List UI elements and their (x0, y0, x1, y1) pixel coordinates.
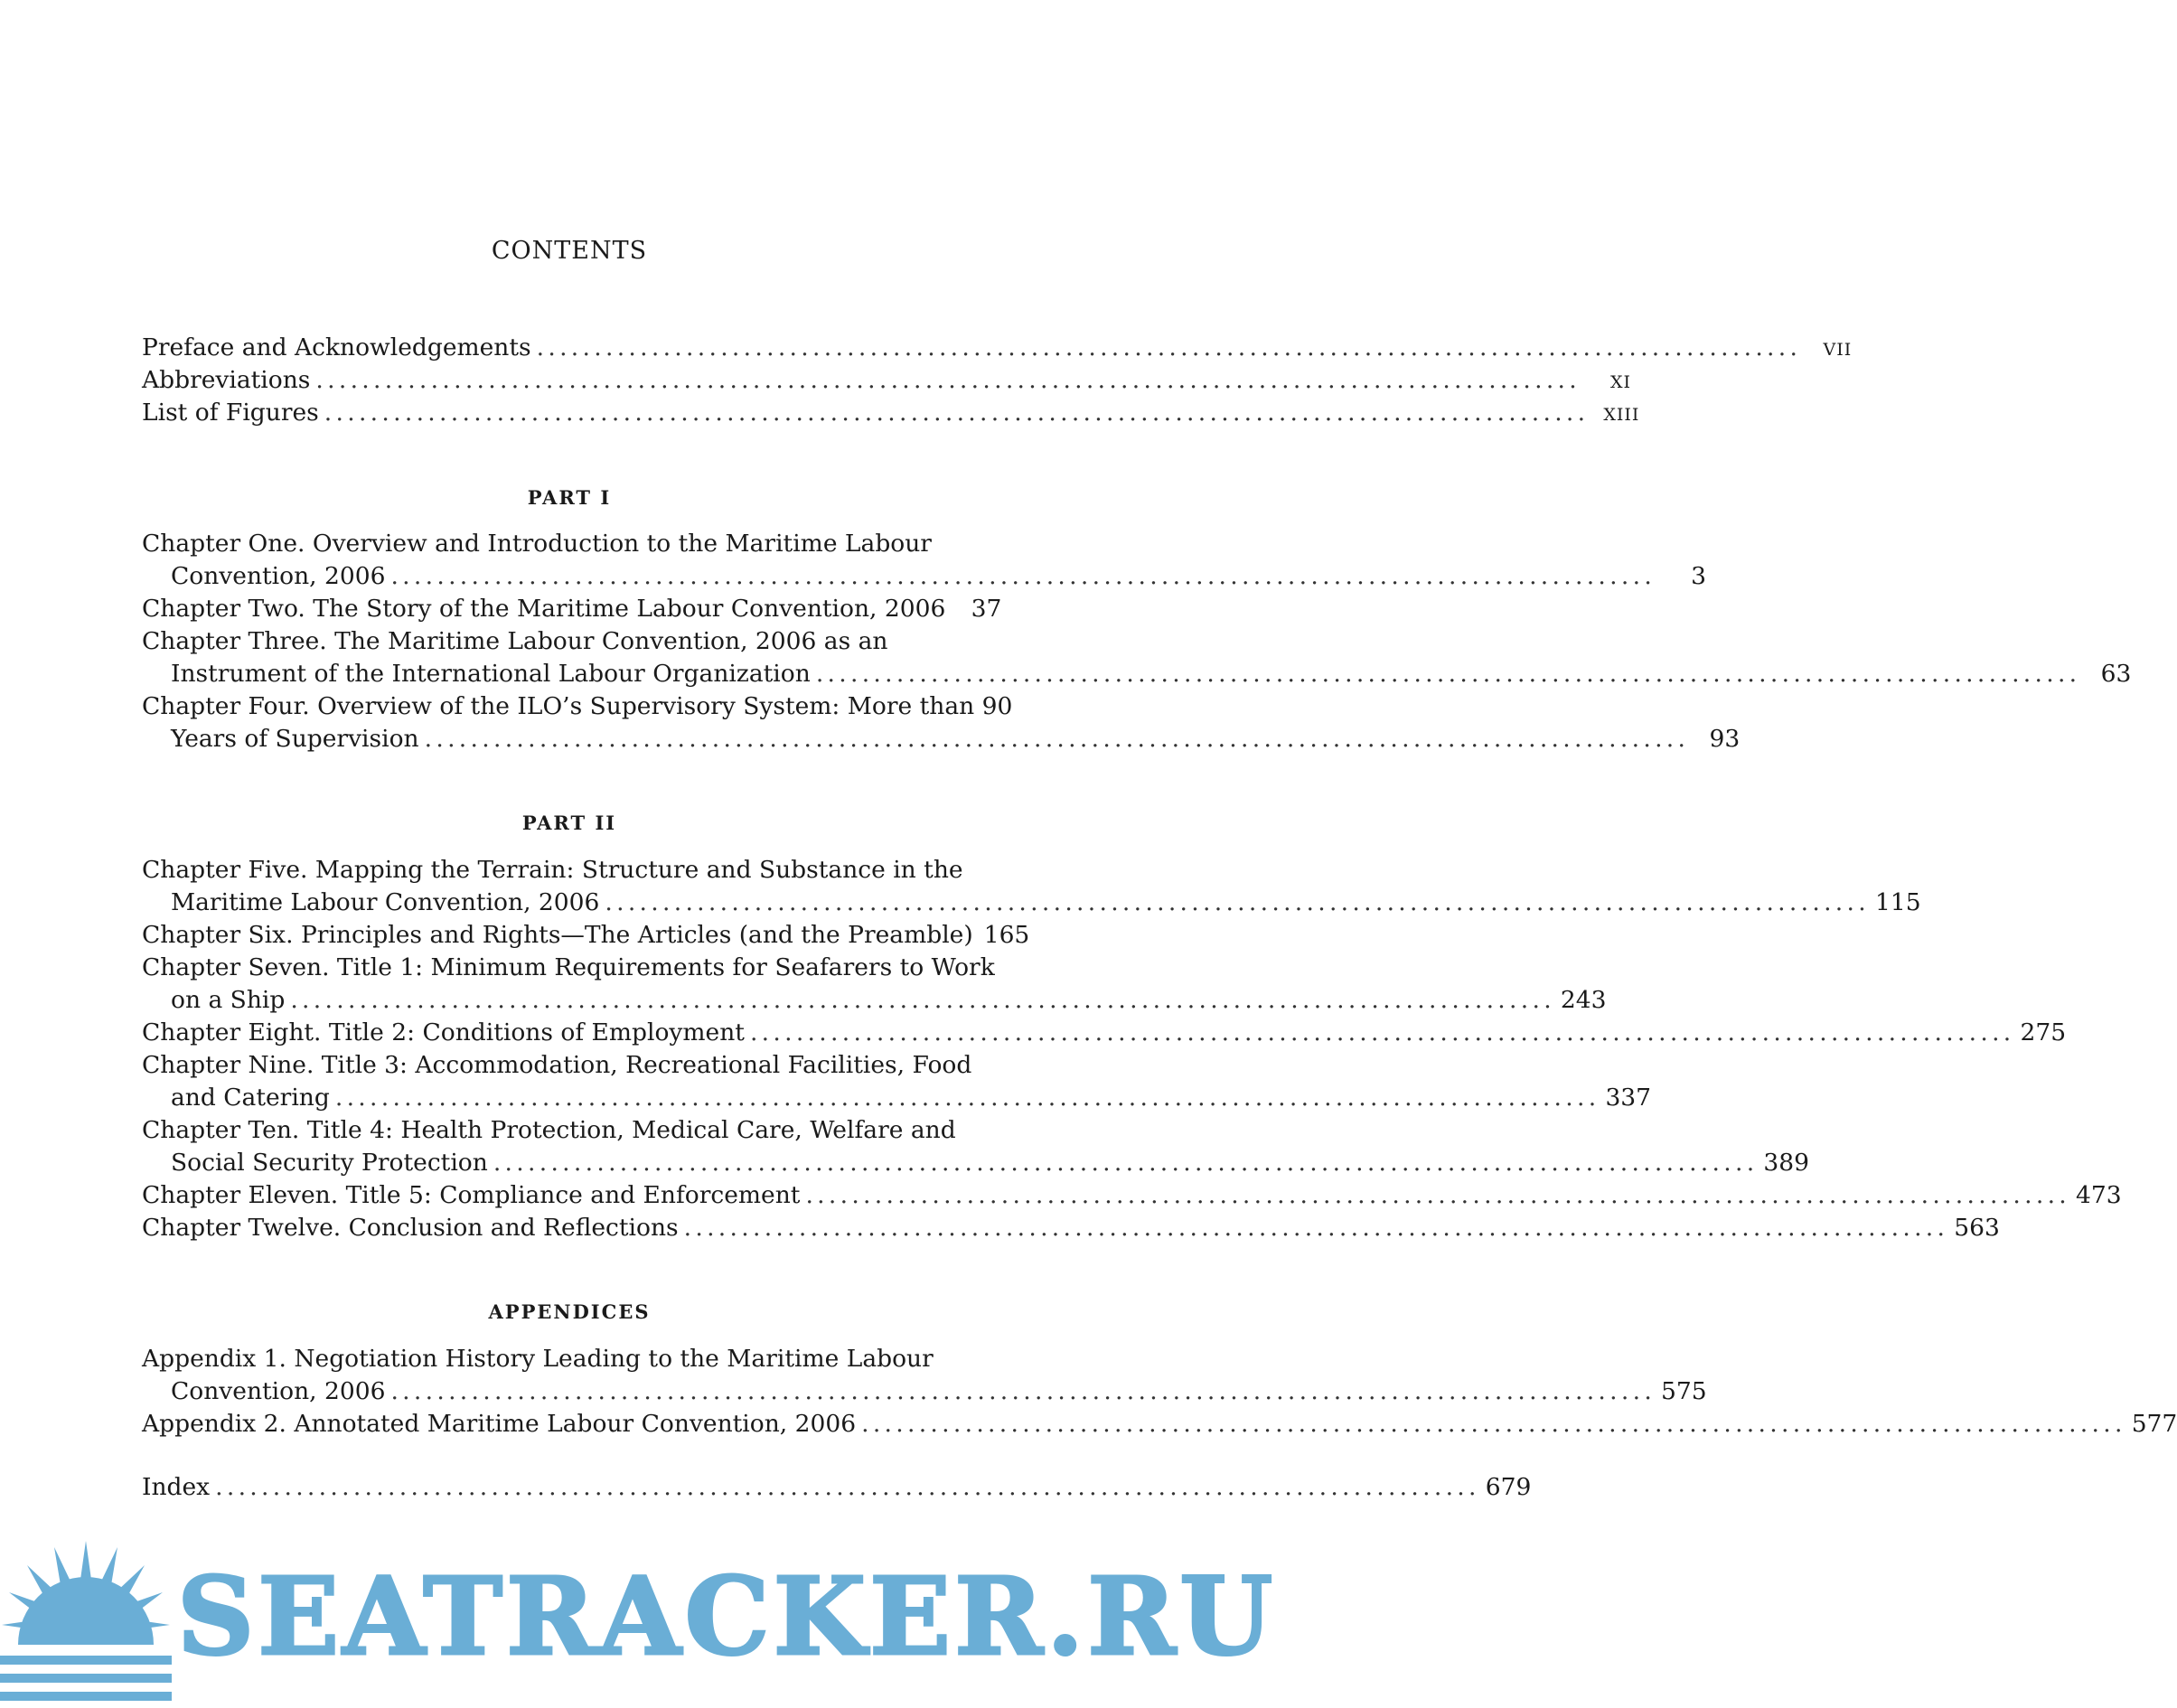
toc-entry (142, 690, 1741, 755)
leader-dots: .............................................................................................................. (605, 888, 1870, 916)
toc-entry-page: 575 (1661, 1377, 1707, 1405)
toc-entry-title-cont: Social Security Protection (171, 1149, 488, 1177)
toc-entry-title-cont: Convention, 2006 (171, 1377, 386, 1405)
toc-entry (142, 1179, 2122, 1212)
toc-entry-title: Preface and Acknowledgements (142, 333, 531, 361)
toc-entry-title: Chapter Four. Overview of the ILO’s Supervisory System: More than 90 (142, 692, 1013, 720)
leader-dots: .............................................................................................................. (815, 660, 2081, 688)
toc-entry-page: 37 (971, 595, 1002, 623)
appendices-list (142, 1343, 2177, 1441)
toc-entry-page: 389 (1763, 1149, 1810, 1177)
toc-entry (142, 397, 1640, 429)
leader-dots: .............................................................................................................. (805, 1181, 2071, 1209)
front-matter-list (142, 332, 1853, 429)
toc-entry-title: Abbreviations (142, 366, 311, 394)
toc-entry-page: xi (1609, 366, 1631, 394)
toc-entry-title-cont: Years of Supervision (171, 725, 419, 753)
toc-entry (142, 528, 1707, 593)
toc-entry-title: Chapter Eight. Title 2: Conditions of Employment (142, 1018, 745, 1046)
toc-entry-page: 3 (1691, 562, 1707, 590)
toc-entry-page: 63 (2100, 660, 2132, 688)
part-one-list (142, 528, 2132, 755)
page-title: CONTENTS (491, 237, 648, 265)
toc-entry (142, 625, 2132, 690)
toc-entry (142, 1408, 2177, 1441)
leader-dots: .............................................................................................................. (324, 399, 1590, 427)
toc-entry-title: Chapter Ten. Title 4: Health Protection, Medical Care, Welfare and (142, 1116, 956, 1144)
toc-entry (142, 593, 1002, 625)
toc-entry (142, 1343, 1707, 1408)
toc-entry-page: 165 (983, 921, 1030, 949)
toc-entry-page: 473 (2076, 1181, 2122, 1209)
toc-entry-title: List of Figures (142, 399, 319, 427)
toc-entry-title: Chapter Three. The Maritime Labour Convention, 2006 as an (142, 627, 888, 655)
toc-entry-page: xiii (1603, 399, 1640, 427)
toc-entry-title: Chapter Eleven. Title 5: Compliance and Enforcement (142, 1181, 801, 1209)
toc-entry-page: 243 (1560, 986, 1607, 1014)
toc-entry-title: Chapter One. Overview and Introduction to the Maritime Labour (142, 530, 932, 558)
index-entry-block (142, 1471, 1532, 1504)
toc-entry (142, 1049, 1652, 1114)
toc-entry (142, 854, 1921, 919)
toc-entry-title-cont: Instrument of the International Labour Organization (171, 660, 811, 688)
toc-entry-page: 93 (1709, 725, 1741, 753)
toc-entry-page: 337 (1605, 1084, 1652, 1112)
leader-dots: .............................................................................................................. (749, 1018, 2015, 1046)
toc-entry-title: Chapter Twelve. Conclusion and Reflections (142, 1214, 679, 1242)
leader-dots: .............................................................................................................. (290, 986, 1555, 1014)
toc-entry (142, 332, 1853, 364)
toc-entry-page: vii (1823, 333, 1853, 361)
watermark-text: SEATRACKER.RU (177, 1553, 1277, 1679)
toc-entry-title-cont: and Catering (171, 1084, 330, 1112)
toc-entry-page: 115 (1874, 888, 1921, 916)
part-heading: PART I (527, 486, 612, 509)
leader-dots: .............................................................................................................. (215, 1473, 1480, 1501)
toc-entry-title-cont: Maritime Labour Convention, 2006 (171, 888, 600, 916)
toc-entry-title-cont: Convention, 2006 (171, 562, 386, 590)
toc-entry (142, 1212, 2000, 1244)
toc-entry-title: Chapter Six. Principles and Rights—The Articles (and the Preamble) (142, 921, 973, 949)
leader-dots: .............................................................................................................. (390, 562, 1656, 590)
toc-entry-page: 563 (1954, 1214, 2000, 1242)
leader-dots: .............................................................................................................. (683, 1214, 1949, 1242)
toc-entry-title: Index (142, 1473, 211, 1501)
toc-entry-title: Chapter Two. The Story of the Maritime Labour Convention, 2006 (142, 595, 946, 623)
toc-entry-title-cont: on a Ship (171, 986, 286, 1014)
toc-entry (142, 1114, 1810, 1179)
part-heading: PART II (521, 812, 617, 834)
leader-dots: .............................................................................................................. (390, 1377, 1656, 1405)
leader-dots: .............................................................................................................. (334, 1084, 1600, 1112)
toc-entry (142, 1471, 1532, 1504)
toc-entry (142, 919, 1030, 952)
toc-entry-title: Appendix 1. Negotiation History Leading to the Maritime Labour (142, 1345, 934, 1373)
leader-dots: .............................................................................................................. (493, 1149, 1759, 1177)
toc-entry-page: 577 (2131, 1410, 2177, 1438)
leader-dots: .............................................................................................................. (315, 366, 1581, 394)
toc-entry-page: 275 (2020, 1018, 2067, 1046)
appendices-heading: APPENDICES (488, 1300, 651, 1323)
toc-entry-title: Chapter Five. Mapping the Terrain: Structure and Substance in the (142, 856, 963, 884)
leader-dots: .............................................................................................................. (536, 333, 1802, 361)
toc-entry-page: 679 (1485, 1473, 1532, 1501)
part-two-list (142, 854, 2122, 1244)
leader-dots: .............................................................................................................. (424, 725, 1690, 753)
toc-entry (142, 1017, 2067, 1049)
leader-dots: .............................................................................................................. (861, 1410, 2126, 1438)
toc-entry (142, 952, 1607, 1017)
toc-entry-title: Chapter Seven. Title 1: Minimum Requirements for Seafarers to Work (142, 953, 995, 981)
toc-entry-title: Appendix 2. Annotated Maritime Labour Convention, 2006 (142, 1410, 857, 1438)
toc-entry (142, 364, 1631, 397)
toc-entry-title: Chapter Nine. Title 3: Accommodation, Recreational Facilities, Food (142, 1051, 972, 1079)
